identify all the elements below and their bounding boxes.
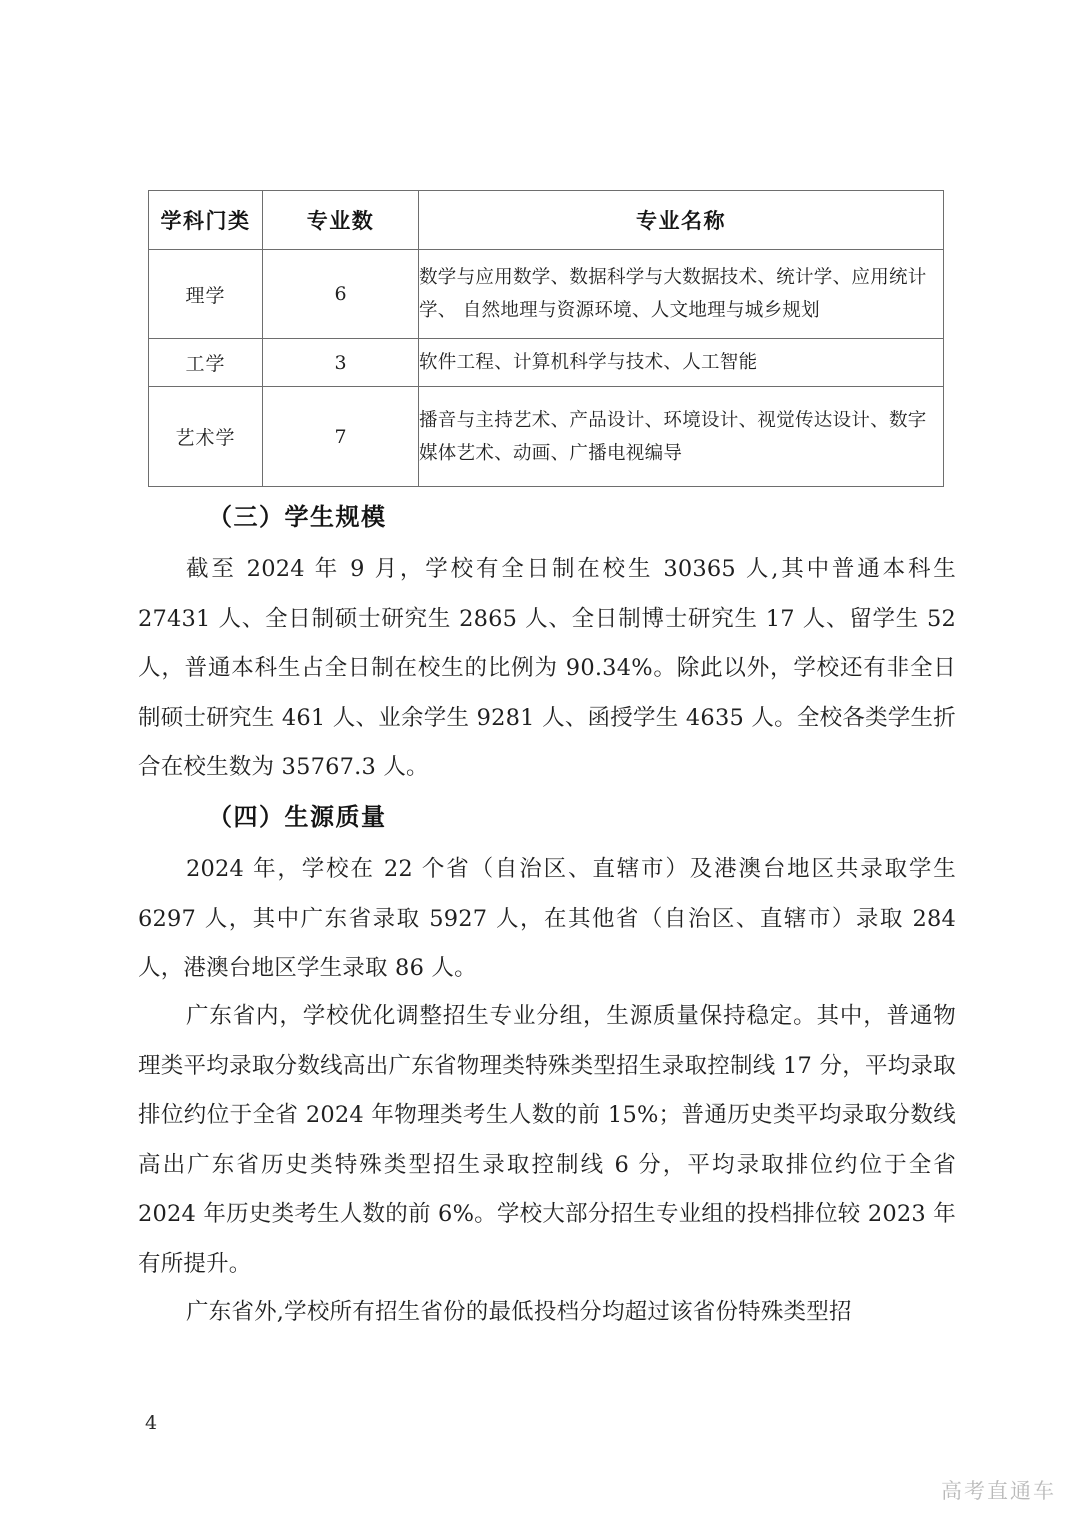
table-cell-names: 数学与应用数学、数据科学与大数据技术、统计学、应用统计学、 自然地理与资源环境、人文地理与城乡规划	[419, 250, 944, 339]
section-heading-source-quality: （四）生源质量	[208, 803, 387, 831]
paragraph-source-quality-2: 广东省内，学校优化调整招生专业分组，生源质量保持稳定。其中，普通物理类平均录取分数线高出广东省物理类特殊类型招生录取控制线 17 分，平均录取排位约位于全省 2024 年物理类考生人数的前 15%；普通历史类平均录取分数线高出广东省历史类特殊类型招生录取控制线 6 分，平均录取排位约位于全省 2024 年历史类考生人数的前 6%。学校大部分招生专业组的投档排位较 2023 年有所提升。	[138, 1003, 956, 1277]
table-cell-category: 工学	[149, 339, 263, 387]
page-number: 4	[145, 1412, 158, 1434]
table-cell-category: 艺术学	[149, 387, 263, 487]
paragraph-source-quality-1: 2024 年，学校在 22 个省（自治区、直辖市）及港澳台地区共录取学生 6297 人，其中广东省录取 5927 人，在其他省（自治区、直辖市）录取 284 人，港澳台地区学生录取 86 人。	[138, 856, 956, 981]
table-header-names: 专业名称	[419, 191, 944, 250]
table-cell-names: 播音与主持艺术、产品设计、环境设计、视觉传达设计、数字媒体艺术、动画、广播电视编导	[419, 387, 944, 487]
table-cell-count: 6	[263, 250, 419, 339]
table-header-category: 学科门类	[149, 191, 263, 250]
table-cell-names: 软件工程、计算机科学与技术、人工智能	[419, 339, 944, 387]
table-cell-category: 理学	[149, 250, 263, 339]
table-header-count: 专业数	[263, 191, 419, 250]
paragraph-student-scale: 截至 2024 年 9 月，学校有全日制在校生 30365 人,其中普通本科生 27431 人、全日制硕士研究生 2865 人、全日制博士研究生 17 人、留学生 52 人，普通本科生占全日制在校生的比例为 90.34%。除此以外，学校还有非全日制硕士研究生 461 人、业余学生 9281 人、函授学生 4635 人。全校各类学生折合在校生数为 35767.3 人。	[138, 556, 956, 780]
watermark: 高考直通车	[941, 1479, 1056, 1503]
table-cell-count: 3	[263, 339, 419, 387]
section-heading-student-scale: （三）学生规模	[208, 503, 387, 531]
table-header-row	[149, 191, 944, 250]
table-cell-count: 7	[263, 387, 419, 487]
table-row	[149, 387, 944, 487]
table-row	[149, 250, 944, 339]
table-row	[149, 339, 944, 387]
discipline-major-table	[148, 190, 944, 487]
paragraph-source-quality-3: 广东省外,学校所有招生省份的最低投档分均超过该省份特殊类型招	[186, 1299, 852, 1325]
